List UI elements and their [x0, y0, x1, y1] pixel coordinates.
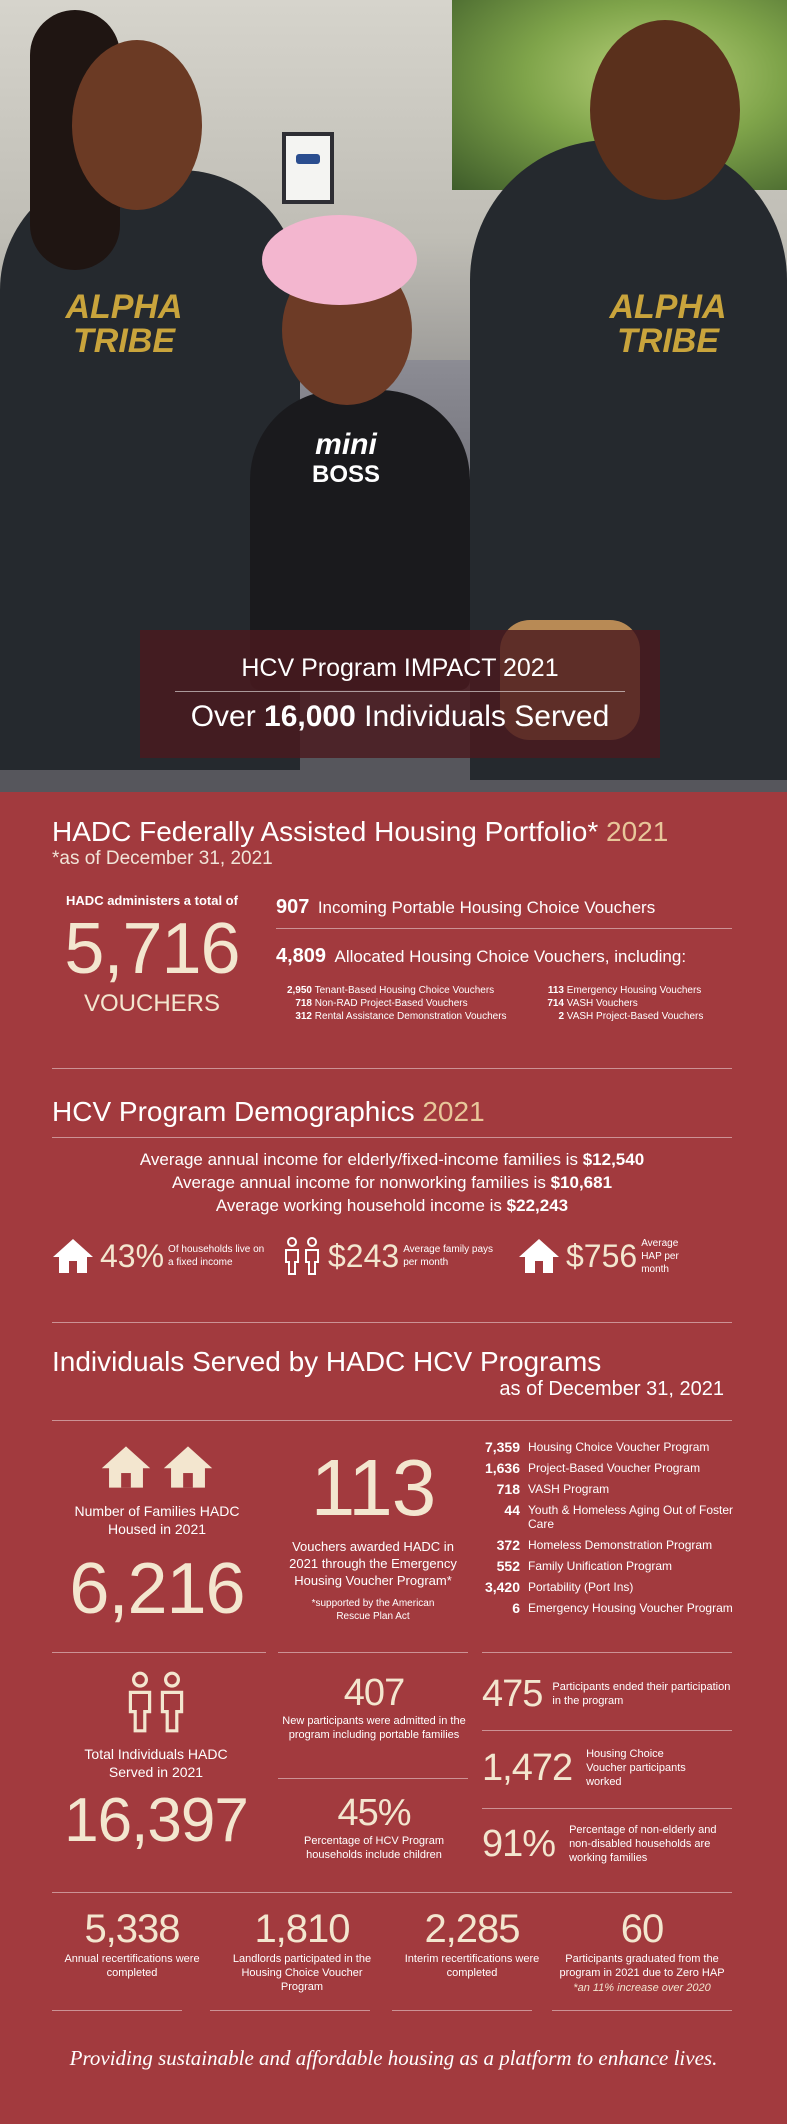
house-icon [162, 1444, 214, 1490]
ehv-value: 113 [310, 1443, 436, 1532]
portfolio-section [52, 816, 732, 870]
program-row [470, 1601, 740, 1615]
breakdown-value: 718 [295, 998, 312, 1009]
people-icon [121, 1670, 191, 1734]
worked-block [482, 1746, 732, 1790]
stat-family-pays-label: Average family pays per month [403, 1244, 494, 1268]
breakdown-row [276, 1010, 546, 1023]
interim-value: 2,285 [424, 1907, 520, 1951]
total-vouchers-value: 5,716 [64, 909, 240, 989]
working-value: 91% [482, 1823, 556, 1865]
individuals-value: 16,397 [64, 1786, 248, 1855]
recert-block [52, 1906, 212, 1994]
house-icon [52, 1237, 94, 1275]
ended-block [482, 1672, 732, 1716]
program-label: Youth & Homeless Aging Out of Foster Care [528, 1503, 734, 1531]
stat-family-pays [282, 1236, 518, 1276]
shirt-logo-left: ALPHA TRIBE [65, 288, 183, 360]
grid-divider [210, 2010, 370, 2011]
child-shirt-print [312, 430, 380, 490]
income-line-value: $10,681 [550, 1173, 613, 1192]
banner-sub-number: 16,000 [264, 700, 356, 733]
grid-divider [482, 1808, 732, 1809]
grid-divider [482, 1730, 732, 1731]
interim-block [392, 1906, 552, 1994]
program-row [470, 1559, 740, 1573]
banner-subtitle [140, 700, 660, 734]
banner-divider [175, 691, 625, 692]
breakdown-row [276, 984, 546, 997]
grid-divider [482, 1652, 732, 1653]
recert-label: Annual recertifications were completed [64, 1953, 200, 1979]
landlords-value: 1,810 [254, 1907, 350, 1951]
allocated-label: Allocated Housing Choice Vouchers, including: [334, 947, 687, 966]
breakdown-row [540, 984, 732, 997]
ehv-note: *supported by the American Rescue Plan Act [311, 1598, 435, 1622]
ehv-label: Vouchers awarded HADC in 2021 through the Emergency Housing Voucher Program* [289, 1539, 457, 1588]
breakdown-left [276, 984, 546, 1023]
breakdown-label: VASH Vouchers [566, 998, 638, 1009]
program-row [470, 1461, 740, 1475]
families-label: Number of Families HADC Housed in 2021 [74, 1503, 240, 1537]
demographics-title [52, 1096, 732, 1128]
served-divider [52, 1420, 732, 1421]
grid-divider [52, 1892, 732, 1893]
total-vouchers-label: HADC administers a total of [66, 893, 238, 908]
program-value: 1,636 [484, 1460, 520, 1476]
landlords-label: Landlords participated in the Housing Choice Voucher Program [232, 1953, 372, 1993]
income-line-working [52, 1194, 732, 1217]
program-value: 372 [496, 1537, 520, 1553]
shirt-logo-right: ALPHA TRIBE [609, 288, 727, 360]
incoming-value: 907 [276, 896, 310, 918]
grid-divider [552, 2010, 732, 2011]
portfolio-title-text: HADC Federally Assisted Housing Portfolio* [52, 816, 599, 847]
bottom-stats [52, 1906, 732, 1994]
program-value: 44 [504, 1502, 520, 1518]
section-divider [52, 1322, 732, 1323]
man-face [590, 20, 740, 200]
children-label: Percentage of HCV Program households include children [303, 1835, 444, 1861]
working-block [482, 1822, 732, 1866]
wall-frame [282, 132, 334, 204]
children-value: 45% [337, 1792, 411, 1834]
breakdown-value: 714 [547, 998, 564, 1009]
interim-label: Interim recertifications were completed [404, 1953, 540, 1979]
stat-fixed-income-label: Of households live on a fixed income [168, 1244, 265, 1268]
individuals-block [46, 1670, 266, 1861]
breakdown-value: 2,950 [286, 985, 312, 996]
served-asof: as of December 31, 2021 [499, 1378, 724, 1400]
house-icon [518, 1237, 560, 1275]
ended-label: Participants ended their participation in the program [552, 1681, 731, 1707]
program-value: 6 [512, 1600, 520, 1616]
breakdown-label: Non-RAD Project-Based Vouchers [314, 998, 468, 1009]
ehv-block [268, 1444, 478, 1623]
recert-value: 5,338 [84, 1907, 180, 1951]
breakdown-label: Emergency Housing Vouchers [566, 985, 702, 996]
grid-divider [278, 1778, 468, 1779]
stat-family-pays-value: $243 [328, 1237, 400, 1274]
grid-divider [52, 2010, 182, 2011]
banner-sub-post: Individuals Served [364, 700, 610, 733]
incoming-vouchers [276, 896, 732, 919]
breakdown-value: 2 [558, 1011, 564, 1022]
program-value: 552 [496, 1558, 520, 1574]
program-row [470, 1482, 740, 1496]
demographics-section [52, 1096, 732, 1128]
stat-fixed-income [52, 1237, 282, 1275]
child-shirt-line2: BOSS [312, 461, 381, 488]
program-row [470, 1538, 740, 1552]
incoming-divider [276, 928, 732, 929]
breakdown-label: VASH Project-Based Vouchers [566, 1011, 704, 1022]
graduates-label: Participants graduated from the program in 2021 due to Zero HAP [559, 1953, 725, 1979]
graduates-note: *an 11% increase over 2020 [573, 1982, 711, 1994]
program-value: 7,359 [484, 1439, 520, 1455]
incoming-label: Incoming Portable Housing Choice Vouchers [317, 898, 656, 917]
total-vouchers [52, 893, 252, 1018]
portfolio-year: 2021 [606, 816, 669, 847]
stat-fixed-income-value: 43% [100, 1237, 165, 1274]
income-line-text: Average working household income is [215, 1196, 502, 1215]
grid-divider [52, 1652, 266, 1653]
breakdown-row [276, 997, 546, 1010]
grid-divider [278, 1652, 468, 1653]
people-icon [282, 1236, 322, 1276]
working-label: Percentage of non-elderly and non-disabled households are working families [569, 1824, 717, 1864]
tagline: Providing sustainable and affordable housing as a platform to enhance lives. [69, 2046, 718, 2070]
income-line-value: $12,540 [582, 1150, 645, 1169]
stat-hap-value: $756 [566, 1237, 638, 1274]
ended-value: 475 [482, 1673, 543, 1715]
families-value: 6,216 [69, 1549, 245, 1629]
income-line-elderly [52, 1148, 732, 1171]
demographics-year: 2021 [422, 1096, 485, 1127]
program-value: 718 [496, 1481, 520, 1497]
hero-photo [0, 0, 787, 792]
allocated-vouchers [276, 945, 732, 968]
breakdown-value: 113 [547, 985, 564, 996]
income-lines [52, 1148, 732, 1217]
breakdown-row [540, 997, 732, 1010]
breakdown-label: Tenant-Based Housing Choice Vouchers [314, 985, 495, 996]
section-divider [52, 1068, 732, 1069]
hero-banner [140, 630, 660, 758]
income-line-text: Average annual income for elderly/fixed-income families is [139, 1150, 578, 1169]
admitted-value: 407 [343, 1672, 405, 1714]
served-section [52, 1346, 732, 1401]
stat-hap-label: Average HAP per month [641, 1237, 679, 1275]
programs-list [470, 1440, 740, 1622]
demographics-title-text: HCV Program Demographics [52, 1096, 415, 1127]
portfolio-note: *as of December 31, 2021 [52, 848, 273, 869]
demographics-divider [52, 1137, 732, 1138]
program-label: Emergency Housing Voucher Program [528, 1601, 733, 1615]
families-block [52, 1444, 262, 1632]
program-row [470, 1580, 740, 1594]
child-hat [262, 215, 417, 305]
banner-title: HCV Program IMPACT 2021 [241, 654, 559, 682]
served-title: Individuals Served by HADC HCV Programs [52, 1346, 602, 1377]
grid-divider [392, 2010, 532, 2011]
program-label: VASH Program [528, 1482, 610, 1496]
breakdown-value: 312 [295, 1011, 312, 1022]
income-line-text: Average annual income for nonworking families is [171, 1173, 546, 1192]
program-row [470, 1440, 740, 1454]
children-block [276, 1792, 472, 1862]
program-label: Portability (Port Ins) [528, 1580, 634, 1594]
house-icon [100, 1444, 152, 1490]
worked-value: 1,472 [482, 1747, 573, 1789]
program-label: Family Unification Program [528, 1559, 673, 1573]
breakdown-row [540, 1010, 732, 1023]
graduates-value: 60 [620, 1907, 664, 1951]
admitted-block [276, 1672, 472, 1742]
individuals-label: Total Individuals HADC Served in 2021 [84, 1746, 228, 1780]
income-line-value: $22,243 [506, 1196, 569, 1215]
woman-face [72, 40, 202, 210]
worked-label: Housing Choice Voucher participants worked [586, 1748, 686, 1788]
admitted-label: New participants were admitted in the program including portable families [282, 1715, 466, 1741]
program-label: Homeless Demonstration Program [528, 1538, 713, 1552]
income-line-nonworking [52, 1171, 732, 1194]
allocated-value: 4,809 [276, 945, 327, 967]
frame-logo-icon [296, 154, 320, 164]
total-vouchers-unit: VOUCHERS [83, 990, 221, 1017]
stat-hap [518, 1237, 738, 1276]
breakdown-label: Rental Assistance Demonstration Vouchers [314, 1011, 507, 1022]
landlords-block [212, 1906, 392, 1994]
families-icons [52, 1444, 262, 1490]
graduates-block [552, 1906, 732, 1994]
program-label: Housing Choice Voucher Program [528, 1440, 710, 1454]
program-label: Project-Based Voucher Program [528, 1461, 701, 1475]
breakdown-right [540, 984, 732, 1023]
child-shirt-line1: mini [315, 428, 377, 461]
program-value: 3,420 [484, 1579, 520, 1595]
portfolio-title [52, 816, 732, 848]
program-row [470, 1503, 740, 1531]
demographic-stats [52, 1236, 752, 1276]
banner-sub-pre: Over [190, 700, 256, 733]
